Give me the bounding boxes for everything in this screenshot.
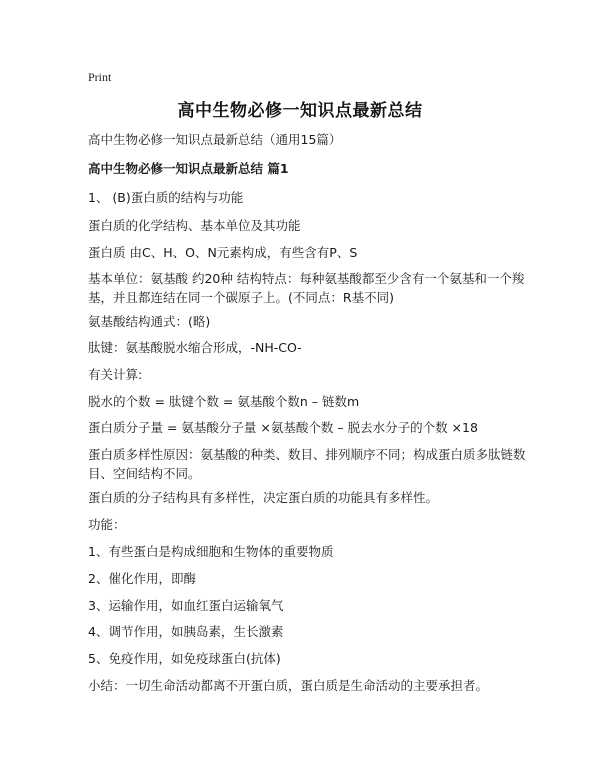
document-title: 高中生物必修一知识点最新总结 <box>177 101 423 121</box>
paragraph-dehydration-count: 脱水的个数 = 肽键个数 = 氨基酸个数n – 链数m <box>88 394 360 409</box>
document-subtitle: 高中生物必修一知识点最新总结（通用15篇） <box>88 132 342 147</box>
print-link[interactable]: Print <box>88 70 112 84</box>
paragraph-molecular-weight: 蛋白质分子量 = 氨基酸分子量 ×氨基酸个数 – 脱去水分子的个数 ×18 <box>88 420 478 435</box>
paragraph-summary: 小结：一切生命活动都离不开蛋白质，蛋白质是生命活动的主要承担者。 <box>88 678 489 693</box>
section-heading: 高中生物必修一知识点最新总结 篇1 <box>88 161 289 176</box>
paragraph-general-formula: 氨基酸结构通式：(略) <box>88 314 211 329</box>
list-item-catalysis: 2、催化作用，即酶 <box>88 571 196 586</box>
list-item-structural: 1、有些蛋白是构成细胞和生物体的重要物质 <box>88 544 334 559</box>
paragraph-peptide-bond: 肽键：氨基酸脱水缩合形成，-NH-CO- <box>88 340 302 355</box>
paragraph-basic-unit: 基本单位：氨基酸 约20种 结构特点：每种氨基酸都至少含有一个氨基和一个羧基，并且都连结在同一个碳原子上。(不同点：R基不同) <box>88 271 525 305</box>
list-item-transport: 3、运输作用，如血红蛋白运输氧气 <box>88 598 284 613</box>
list-item-regulation: 4、调节作用，如胰岛素，生长激素 <box>88 624 284 639</box>
paragraph-diversity-function: 蛋白质的分子结构具有多样性，决定蛋白质的功能具有多样性。 <box>88 490 439 505</box>
list-item-immunity: 5、免疫作用，如免疫球蛋白(抗体) <box>88 651 281 666</box>
paragraph-calculation-heading: 有关计算: <box>88 367 143 382</box>
paragraph-protein-structure: 1、 (B)蛋白质的结构与功能 <box>88 190 244 205</box>
paragraph-diversity-reason: 蛋白质多样性原因：氨基酸的种类、数目、排列顺序不同；构成蛋白质多肽链数目、空间结构不同。 <box>88 447 526 481</box>
paragraph-elements: 蛋白质 由C、H、O、N元素构成，有些含有P、S <box>88 245 358 260</box>
paragraph-function-heading: 功能： <box>88 517 126 532</box>
paragraph-chemical-structure: 蛋白质的化学结构、基本单位及其功能 <box>88 218 301 233</box>
